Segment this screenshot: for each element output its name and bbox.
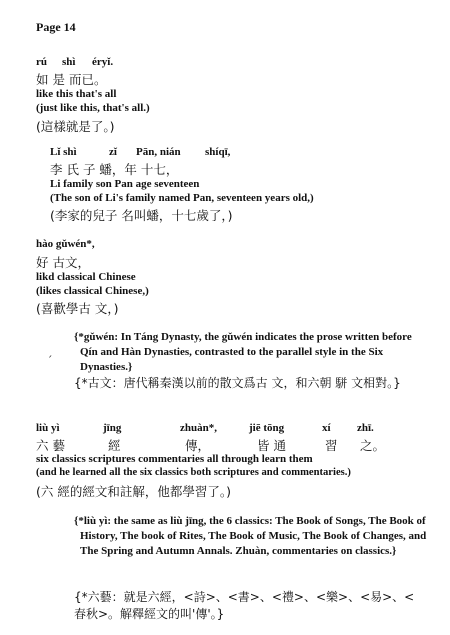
block2-gloss: Li family son Pan age seventeen [50,178,200,190]
block3-gloss: likd classical Chinese [36,271,136,283]
block3-chinese: 好 古文， [36,255,90,270]
block2-pinyin-1: Lǐ shì [50,146,77,158]
note1-english: {*gǔwén: In Táng Dynasty, the gǔwén indicates the prose written before Qín and Hàn Dynasties, contrasted to the parallel style in the Six Dynasties.} [74,331,412,373]
block4-chinese-translation: (六 經的經文和註解，他都學習了。) [36,484,231,499]
block4-pinyin-2: jīng [103,422,122,434]
block2-chinese-translation: (李家的兒子 名叫蟠，十七歲了，) [50,208,233,223]
block4-chinese-1: 六 藝 [36,438,65,453]
block1-chinese-translation: (這樣就是了。) [36,119,115,134]
stray-mark: ˊ [47,354,53,367]
block1-chinese: 如 是 而已。 [36,72,107,87]
block4-chinese-3: 傳， [185,438,211,453]
block1-pinyin-2: shì [62,56,76,68]
block2-chinese: 李 氏 子 蟠，年 十七， [50,162,179,177]
block4-translation: (and he learned all the six classics both scriptures and commentaries.) [36,467,351,478]
block4-pinyin-3: zhuàn*, [180,422,217,434]
block4-chinese-5: 習 [325,438,338,453]
block3-chinese-translation: (喜歡學古 文，) [36,301,119,316]
block2-pinyin-3: Pān, nián [136,146,181,158]
note2-english: {*liù yì: the same as liù jīng, the 6 classics: The Book of Songs, The Book of History, The book of Rites, The Book of Music, The Book of Changes, and The Spring and Autumn Annals. Zhuàn, commentaries on classics.} [74,515,427,557]
note1-chinese: {*古文：唐代稱秦漢以前的散文爲古 文，和六朝 駢 文相對。} [74,376,401,390]
block4-pinyin-5: xí [322,422,331,434]
block4-pinyin-6: zhī. [357,422,374,434]
block4-pinyin-1: liù yì [36,422,60,434]
note2-chinese: {*六藝：就是六經，<詩>、<書>、<禮>、<樂>、<易>、<春秋>。解釋經文的叫'傳'。} [74,590,415,621]
block4-gloss: six classics scriptures commentaries all through learn them [36,453,313,465]
block2-pinyin-4: shíqī, [205,146,231,158]
block1-translation: (just like this, that's all.) [36,102,150,114]
block3-pinyin: hào gǔwén*, [36,238,95,250]
block2-pinyin-2: zǐ [109,146,117,158]
block2-translation: (The son of Li's family named Pan, seventeen years old,) [50,192,314,204]
block4-pinyin-4: jiē tōng [249,422,285,434]
block1-gloss: like this that's all [36,88,117,100]
block1-pinyin-3: éryǐ. [92,56,114,68]
block1-pinyin-1: rú [36,56,47,68]
page-label: Page 14 [36,20,76,34]
block3-translation: (likes classical Chinese,) [36,285,149,297]
block4-chinese-4: 皆 通 [257,438,286,453]
block4-chinese-2: 經 [108,438,121,453]
block4-chinese-6: 之。 [360,438,386,453]
